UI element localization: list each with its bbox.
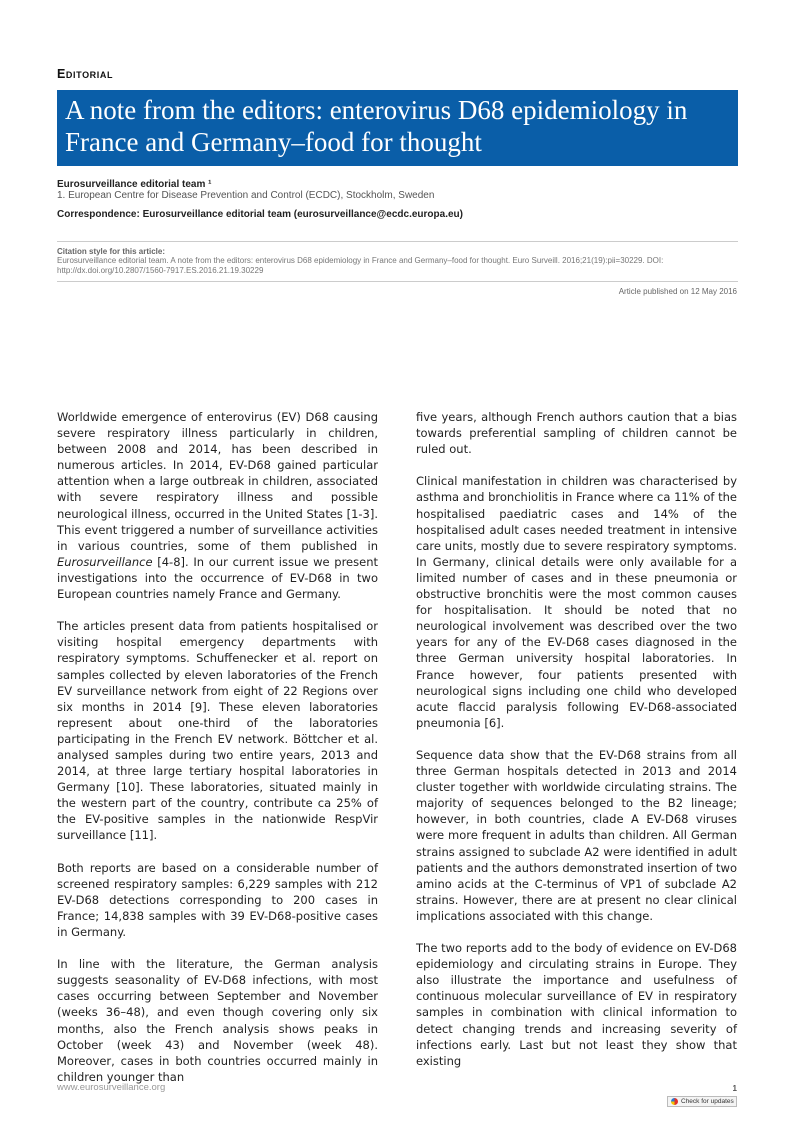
citation-heading: Citation style for this article: xyxy=(57,247,166,256)
paragraph: Clinical manifestation in children was characterised by asthma and bronchiolitis in France where ca 11% of the hospitalised paediatric cases and 14% of the hospitalised adult cases needed treatment in intensive care units, mostly due to severe respiratory symptoms. In Germany, clinical details were only available for a limited number of cases and in these pneumonia or obstructive bronchitis were the most common causes for hospitalisation. It should be noted that no neurological involvement was described over the two years for any of the EV-D68 cases diagnosed in the three German university hospital laboratories. In France however, four patients presented with neurological signs including one child who developed acute flaccid paralysis following EV-D68-associated pneumonia [6]. xyxy=(416,474,737,730)
paragraph: Both reports are based on a considerable number of screened respiratory samples: 6,229 samples with 212 EV-D68 detections corresponding to 200 cases in France; 14,838 samples with 39 EV-D68-positive cases in Germany. xyxy=(57,860,378,939)
check-for-updates-label: Check for updates xyxy=(681,1098,734,1105)
affiliation: 1. European Centre for Disease Prevention and Control (ECDC), Stockholm, Sweden xyxy=(57,190,435,201)
paragraph: The two reports add to the body of evidence on EV-D68 epidemiology and circulating strains in Europe. They also illustrate the importance and usefulness of continuous molecular surveillance of EV in respiratory samples in combination with clinical information to detect changing trends and increasing severity of infections early. Last but not least they show that existing xyxy=(416,941,737,1068)
footer-url[interactable]: www.eurosurveillance.org xyxy=(57,1082,166,1093)
check-for-updates-button[interactable] xyxy=(667,1096,737,1107)
paragraph: Worldwide emergence of enterovirus (EV) D68 causing severe respiratory illness particularly in children, between 2008 and 2014, has been described in numerous articles. In 2014, EV-D68 gained particular attention when a large outbreak in children, associated with severe respiratory illness and possible neurological illness, occurred in the United States [1-3]. This event triggered a number of surveillance activities in various countries, some of them published in Eurosurveillance [4-8]. In our current issue we present investigations into the occurrence of EV-D68 in two European countries namely France and Germany. xyxy=(57,410,378,602)
page-number: 1 xyxy=(732,1084,737,1093)
published-date: Article published on 12 May 2016 xyxy=(618,287,737,296)
citation-text[interactable]: Eurosurveillance editorial team. A note from the editors: enterovirus D68 epidemiology in France and Germany–food for thought. Euro Surveill. 2016;21(19):pii=30229. DOI: http://dx.doi.org/10.2807/1560-7917.ES.2016.21.19.30229 xyxy=(57,256,664,275)
divider-bottom xyxy=(57,281,738,282)
article-title: A note from the editors: enterovirus D68 epidemiology in France and Germany–food for thought xyxy=(65,95,688,157)
correspondence[interactable]: Correspondence: Eurosurveillance editorial team (eurosurveillance@ecdc.europa.eu) xyxy=(57,209,463,220)
paragraph: Sequence data show that the EV-D68 strains from all three German hospitals detected in 2013 and 2014 cluster together with worldwide circulating strains. The majority of sequences belonged to the B2 lineage; however, in both countries, clade A EV-D68 viruses were more frequent in adults than children. All German strains assigned to subclade A2 were identified in adult patients and the authors demonstrated insertion of two amino acids at the C-terminus of VP1 of subclade A2 strains. However, there are at present no clear clinical implications associated with this change. xyxy=(416,747,737,923)
divider-top xyxy=(57,241,738,242)
paragraph: The articles present data from patients hospitalised or visiting hospital emergency departments with respiratory symptoms. Schuffenecker et al. report on samples collected by eleven laboratories of the French EV surveillance network from eight of 22 Regions over six months in 2014 [9]. These eleven laboratories represent about one-third of the laboratories participating in the French EV network. Böttcher et al. analysed samples during two entire years, 2013 and 2014, at three large tertiary hospital laboratories in Germany [10]. These laboratories, situated mainly in the western part of the country, contribute ca 25% of the EV-positive samples in the nationwide RespVir surveillance [11]. xyxy=(57,619,378,843)
title-banner xyxy=(57,90,738,166)
body-column-left xyxy=(57,409,378,1101)
author-line: Eurosurveillance editorial team ¹ xyxy=(57,179,212,190)
crossmark-icon xyxy=(671,1098,678,1105)
body-column-right xyxy=(416,409,737,1085)
paragraph: five years, although French authors caution that a bias towards preferential sampling of children cannot be ruled out. xyxy=(416,410,737,457)
section-label: Editorial xyxy=(57,67,114,81)
paragraph: In line with the literature, the German analysis suggests seasonality of EV-D68 infections, with most cases occurring between September and November (weeks 36–48), and even though covering only six months, also the French analysis shows peaks in October (week 43) and November (week 48). Moreover, cases in both countries occurred mainly in children younger than xyxy=(57,957,378,1084)
